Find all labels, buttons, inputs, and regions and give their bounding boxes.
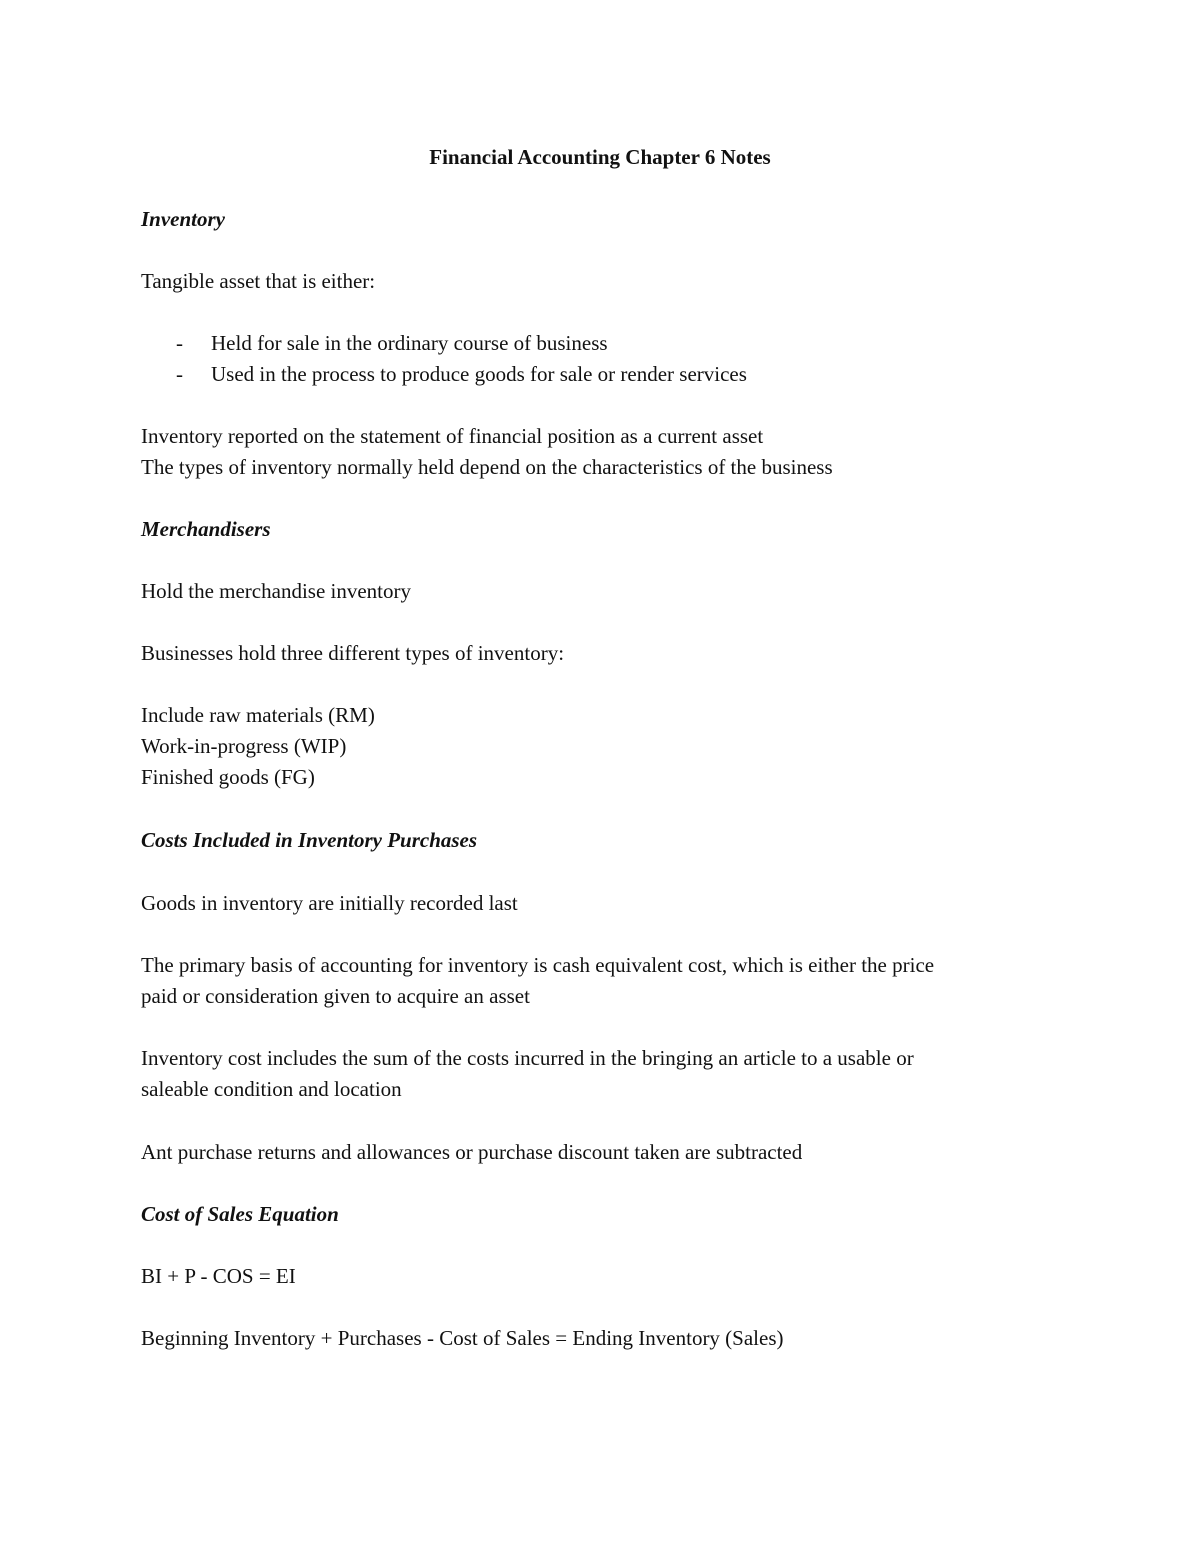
costs-paragraph: saleable condition and location [141,1077,402,1101]
costs-paragraph: paid or consideration given to acquire an asset [141,984,530,1008]
inventory-paragraph: The types of inventory normally held depend on the characteristics of the business [141,455,833,479]
bullet-item: Used in the process to produce goods for sale or render services [211,362,747,386]
heading-costs: Costs Included in Inventory Purchases [141,828,478,852]
inventory-type: Work-in-progress (WIP) [141,734,347,758]
inventory-paragraph: Inventory reported on the statement of financial position as a current asset [141,424,764,448]
heading-merchandisers: Merchandisers [141,517,271,541]
costs-paragraph: Ant purchase returns and allowances or purchase discount taken are subtracted [141,1140,803,1164]
document-title: Financial Accounting Chapter 6 Notes [429,145,771,169]
inventory-intro: Tangible asset that is either: [141,269,376,293]
costs-paragraph: Inventory cost includes the sum of the costs incurred in the bringing an article to a usable or [141,1046,914,1070]
bullet-item: Held for sale in the ordinary course of business [211,331,608,355]
costs-paragraph: Goods in inventory are initially recorded last [141,891,518,915]
bullet-marker: - [176,331,183,355]
bullet-marker: - [176,362,183,386]
cos-equation-expanded: Beginning Inventory + Purchases - Cost of Sales = Ending Inventory (Sales) [141,1326,784,1350]
merchandisers-paragraph: Businesses hold three different types of inventory: [141,641,565,665]
merchandisers-paragraph: Hold the merchandise inventory [141,579,412,603]
cos-equation: BI + P - COS = EI [141,1264,296,1288]
inventory-type: Finished goods (FG) [141,765,315,789]
heading-inventory: Inventory [141,207,225,231]
costs-paragraph: The primary basis of accounting for inventory is cash equivalent cost, which is either the price [141,953,935,977]
inventory-type: Include raw materials (RM) [141,703,375,727]
heading-cos-equation: Cost of Sales Equation [141,1202,339,1226]
